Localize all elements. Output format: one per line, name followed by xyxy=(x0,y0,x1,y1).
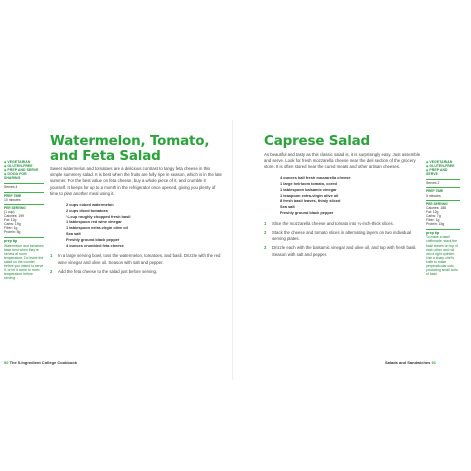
nutrition-label: PER SERVING xyxy=(426,201,448,206)
step-text: Slice the mozzarella cheese and tomato into ¼-inch-thick slices. xyxy=(272,220,394,226)
tag-vegetarian: ◆ VEGETARIAN xyxy=(426,160,460,164)
nutrition-line: Carbs: 19g xyxy=(4,222,21,227)
step-item xyxy=(264,230,422,242)
step-text: Stack the cheese and tomato slices in alternating layers on two individual serving plates. xyxy=(272,229,412,242)
ingredient-item: 2 cups diced tomatoes xyxy=(66,207,108,213)
prep-tip-label: prep tip xyxy=(4,239,18,244)
left-recipe xyxy=(50,134,222,278)
nutrition-line: Fat: 12g xyxy=(4,218,17,223)
step-text: Drizzle each with the balsamic vinegar and olive oil, and top with fresh basil. Season with salt and pepper. xyxy=(272,245,417,257)
nutrition-line: Fiber: 1g xyxy=(4,226,18,231)
step-number: 3 xyxy=(264,245,267,251)
step-item xyxy=(50,269,222,275)
tag-gluten-free: ◆ GLUTEN-FREE xyxy=(4,164,44,168)
nutrition-line: Fiber: 1g xyxy=(426,218,440,223)
ingredient-item: 2 cups cubed watermelon xyxy=(66,202,114,208)
nutrition-line: Calories: 188 xyxy=(426,205,446,210)
ingredient-list xyxy=(280,175,422,216)
right-tags xyxy=(426,160,460,176)
left-nutrition xyxy=(4,204,44,235)
step-number: 1 xyxy=(50,253,53,259)
left-tags xyxy=(4,160,44,180)
tag-vegetarian: ◆ VEGETARIAN xyxy=(4,160,44,164)
nutrition-line: Carbs: 7g xyxy=(426,213,441,218)
left-prep-tip xyxy=(4,237,44,280)
right-serves xyxy=(426,179,460,185)
nutrition-label: PER SERVING xyxy=(4,205,26,210)
prep-time-value: 10 minutes xyxy=(4,197,21,202)
right-footer xyxy=(385,360,436,365)
recipe-intro: As beautiful and tasty as this classic salad is, it is surprisingly easy. Just assemble and serve. Look for fresh mozzarella cheese near the deli section of the grocery store. It is often stored near the cured meats and other artisan cheeses. xyxy=(264,151,421,169)
step-item xyxy=(264,245,422,257)
ingredient-item: 1 tablespoon balsamic vinegar xyxy=(280,186,337,192)
ingredient-item: 1 large heirloom tomato, cored xyxy=(280,180,337,186)
left-footer xyxy=(4,360,77,365)
step-text: In a large serving bowl, toss the watermelon, tomatoes, and basil. Drizzle with the red wine vinegar and olive oil. Season with salt and pepper. xyxy=(58,253,221,265)
prep-time-label: PREP TIME xyxy=(4,193,22,198)
prep-time-value: 5 minutes xyxy=(426,193,441,198)
serves-text: Serves 4 xyxy=(4,185,18,190)
step-number: 2 xyxy=(50,268,53,274)
step-text: Add the feta cheese to the salad just before serving. xyxy=(58,268,158,274)
right-nutrition xyxy=(426,200,460,227)
left-sidebar xyxy=(4,160,44,280)
right-prep-tip xyxy=(426,229,460,276)
step-list xyxy=(50,253,222,275)
nutrition-line: (1 cup) xyxy=(4,209,15,214)
recipe-title: Caprese Salad xyxy=(264,133,371,149)
book-title: The 5-Ingredient College Cookbook xyxy=(9,360,77,365)
prep-tip-text: Watermelon and tomatoes taste best when they're served at room temperature. Do leave the salad on the counter before you intend to serve it, or let it come to room temperature before serving. xyxy=(4,243,44,281)
right-page xyxy=(236,120,456,380)
ingredient-item: ¼ cup roughly chopped fresh basil xyxy=(66,213,131,219)
nutrition-line: Calories: 199 xyxy=(4,213,24,218)
book-spine xyxy=(232,120,233,380)
step-item xyxy=(264,221,422,227)
ingredient-item: 1 tablespoon extra-virgin olive oil xyxy=(66,225,128,231)
ingredient-item: 4 ounces ball fresh mozzarella cheese xyxy=(280,175,351,181)
right-recipe xyxy=(264,134,422,261)
tag-prep-and-serve: ◆ PREP AND SERVE xyxy=(426,168,460,176)
ingredient-item: 1 tablespoon red wine vinegar xyxy=(66,219,122,225)
serves-text: Serves 2 xyxy=(426,181,440,186)
step-list xyxy=(264,221,422,258)
page-number: 90 xyxy=(4,360,9,365)
step-number: 2 xyxy=(264,229,267,235)
left-serves xyxy=(4,183,44,189)
nutrition-line: Protein: 5g xyxy=(4,230,21,235)
prep-time-label: PREP TIME xyxy=(426,189,444,194)
ingredient-item: Sea salt xyxy=(66,231,81,236)
step-number: 1 xyxy=(264,220,267,226)
ingredient-item: Sea salt xyxy=(280,204,295,210)
ingredient-item: 8 fresh basil leaves, thinly sliced xyxy=(280,198,341,204)
page-number: 91 xyxy=(431,360,436,365)
tag-good-for-sharing: ◆ GOOD FOR SHARING xyxy=(4,172,44,180)
ingredient-item: Freshly ground black pepper xyxy=(66,236,120,242)
nutrition-line: Protein: 15g xyxy=(426,222,445,227)
prep-tip-text: To make a basil chiffonade, stack the basil leaves on top of each other and roll into a tight cylinder. Use a sharp chef's knife to make perpendicular cuts, producing small curls of basil. xyxy=(426,235,458,277)
ingredient-item: 1 teaspoon extra-virgin olive oil xyxy=(280,192,339,198)
ingredient-item: Freshly ground black pepper xyxy=(280,209,334,215)
right-sidebar xyxy=(426,160,460,276)
tag-gluten-free: ◆ GLUTEN-FREE xyxy=(426,164,460,168)
prep-tip-label: prep tip xyxy=(426,231,440,236)
nutrition-line: Fat: 12g xyxy=(426,209,439,214)
right-prep-time xyxy=(426,187,460,197)
ingredient-list xyxy=(66,202,222,248)
section-title: Salads and Sandwiches xyxy=(385,360,431,365)
recipe-title: Watermelon, Tomato, and Feta Salad xyxy=(50,133,210,164)
left-prep-time xyxy=(4,192,44,202)
step-item xyxy=(50,253,222,265)
recipe-intro: Sweet watermelon and tomatoes are a delicious contrast to tangy feta cheese in this simple summery salad. It is best when the fruits are fully ripe in season, which is in the late summer. For the best value on feta cheese, buy a whole piece of it, and crumble it yourself. It keeps for up to a month in the refrigerator once opened, giving you plenty of time to plan another meal using it. xyxy=(50,166,222,196)
ingredient-item: 4 ounces crumbled feta cheese xyxy=(66,242,124,248)
tag-prep-and-serve: ◆ PREP AND SERVE xyxy=(4,168,44,172)
left-page xyxy=(4,120,224,380)
